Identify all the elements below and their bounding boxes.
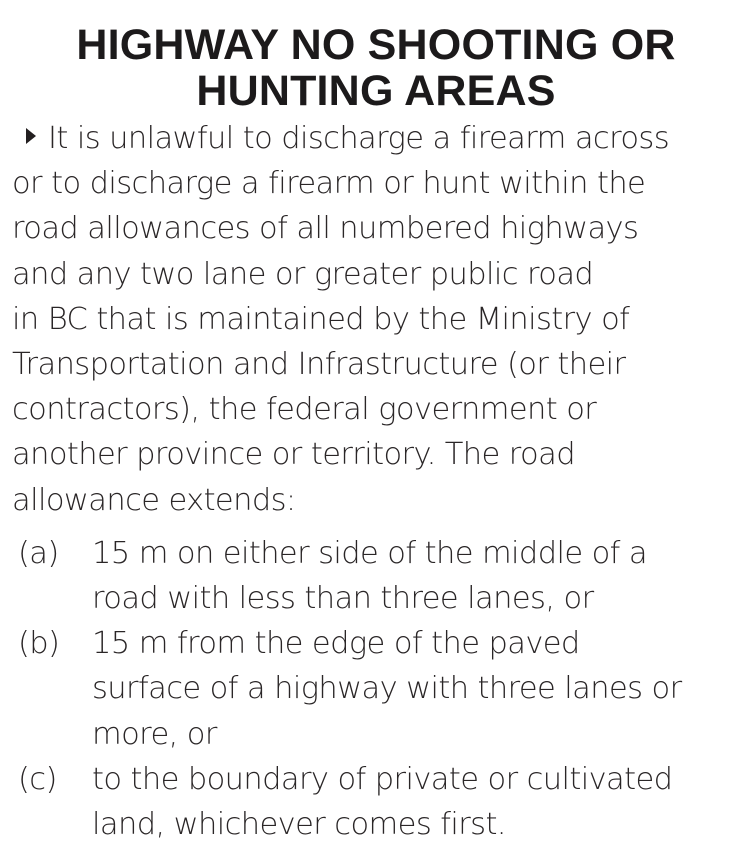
heading-line-1: HIGHWAY NO SHOOTING OR: [76, 21, 676, 69]
list-marker: (c): [18, 761, 57, 797]
paragraph-line: in BC that is maintained by the Ministry of: [12, 301, 630, 337]
paragraph-line: Transportation and Infrastructure (or their: [12, 347, 626, 383]
paragraph-line: It is unlawful to discharge a firearm across: [12, 116, 740, 161]
list-marker: (a): [18, 535, 59, 571]
triangle-bullet-icon: [26, 128, 36, 144]
paragraph-line: allowance extends:: [12, 482, 296, 518]
allowance-list: [12, 531, 740, 847]
list-item-text: 15 m from the edge of the paved surface of a highway with three lanes or more, or: [92, 626, 682, 752]
paragraph-line: road allowances of all numbered highways: [12, 211, 639, 247]
list-item-c: [12, 757, 740, 847]
intro-paragraph: [12, 116, 740, 523]
list-item-b: [12, 621, 740, 757]
list-marker: (b): [18, 626, 60, 662]
paragraph-line: contractors), the federal government or: [12, 392, 597, 428]
list-item-text: 15 m on either side of the middle of a road with less than three lanes, or: [92, 535, 647, 617]
list-item-a: [12, 531, 740, 621]
paragraph-line: or to discharge a firearm or hunt within the: [12, 166, 646, 202]
section-heading: [12, 0, 740, 114]
paragraph-line: and any two lane or greater public road: [12, 256, 594, 292]
regulation-body: [12, 116, 740, 847]
paragraph-line: another province or territory. The road: [12, 437, 575, 473]
heading-line-2: HUNTING AREAS: [196, 67, 556, 115]
list-item-text: to the boundary of private or cultivated land, whichever comes first.: [92, 761, 673, 843]
